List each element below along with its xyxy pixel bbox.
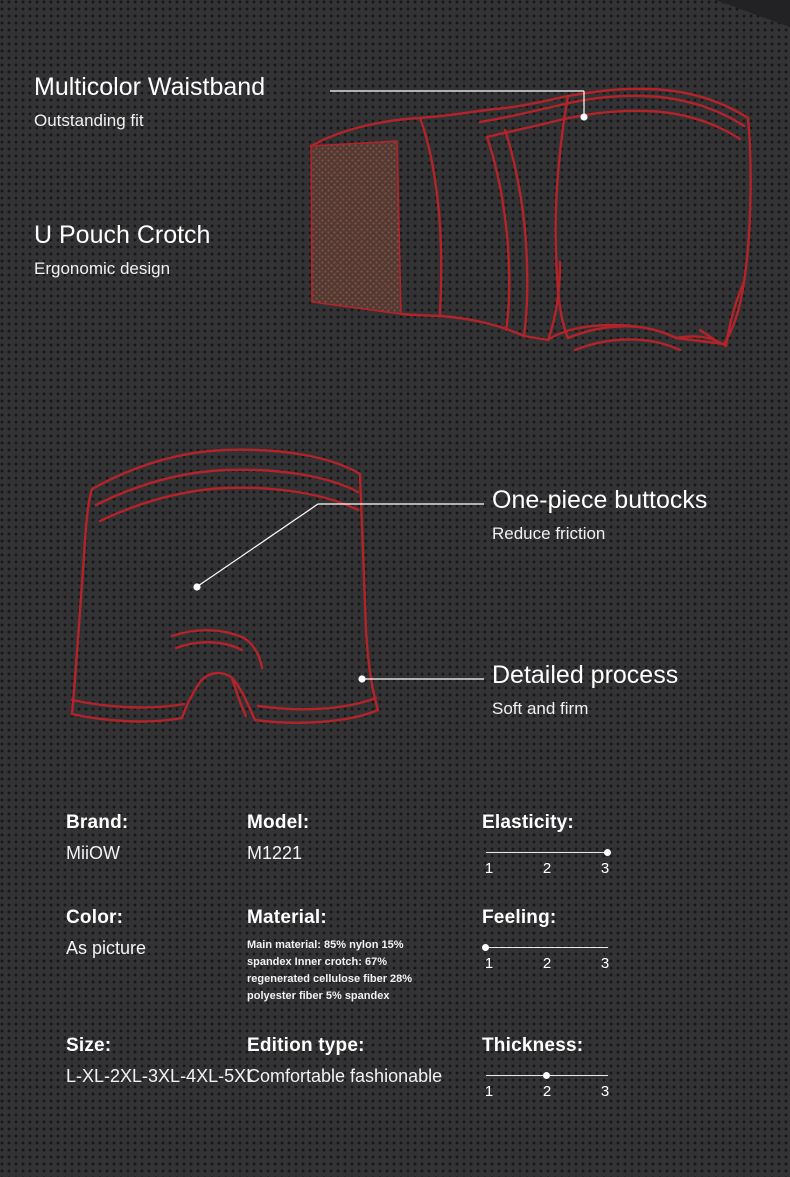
spec-brand-value: MiiOW [66,843,120,863]
spec-size-value: L-XL-2XL-3XL-4XL-5XL [66,1066,257,1087]
spec-brand [0,812,247,877]
spec-color [0,907,247,1005]
spec-brand-label: Brand: [66,812,129,833]
illustration-back-view [72,450,378,723]
spec-table [0,812,790,1130]
callout-process [492,662,678,719]
spec-material-value: Main material: 85% nylon 15% spandex Inner crotch: 67% regenerated cellulose fiber 28% polyester fiber 5% spandex [247,939,413,1003]
spec-edition [247,1035,482,1100]
spec-edition-label: Edition type: [247,1035,365,1057]
scale-tick: 1 [484,955,494,972]
scale-tick: 2 [542,955,552,972]
spec-thickness-label: Thickness: [482,1035,584,1057]
spec-model [247,812,482,877]
spec-material [247,907,482,1005]
scale-bar [486,852,608,853]
spec-color-value: As picture [66,938,147,958]
feeling-scale-ticks [482,955,612,972]
callout-buttocks-subtitle: Reduce friction [492,523,606,543]
callout-leader-lines [193,91,587,683]
scale-tick: 3 [600,1083,610,1101]
thickness-scale-ticks [482,1083,612,1100]
callout-waistband-title: Multicolor Waistband [34,73,266,101]
thickness-scale [482,1071,612,1100]
elasticity-scale-ticks [482,860,612,877]
scale-tick: 1 [484,860,494,877]
callout-crotch-title: U Pouch Crotch [34,221,211,249]
callout-crotch [34,222,210,279]
spec-edition-value: Comfortable fashionable [247,1066,443,1087]
corner-accent-dark [632,0,790,34]
scale-bar [486,947,608,948]
scale-tick: 2 [542,860,552,877]
scale-tick: 1 [484,1083,494,1101]
scale-tick: 2 [542,1083,552,1101]
spec-row [0,1035,790,1100]
spec-row [0,907,790,1005]
elasticity-scale [482,848,612,877]
feeling-scale-marker [482,944,489,951]
spec-thickness [482,1035,790,1100]
spec-elasticity-label: Elasticity: [482,812,574,833]
spec-size [0,1035,257,1100]
feeling-scale [482,943,612,972]
spec-feeling [482,907,790,1005]
callout-buttocks [492,487,707,544]
illustration-front-view [311,89,751,350]
callout-crotch-subtitle: Ergonomic design [34,258,171,278]
feeling-scale-line [482,943,612,953]
spec-model-label: Model: [247,812,310,833]
spec-feeling-label: Feeling: [482,907,557,928]
callout-process-title: Detailed process [492,661,679,689]
spec-elasticity [482,812,790,877]
thickness-scale-line [482,1071,612,1081]
scale-tick: 3 [600,860,610,877]
callout-waistband [34,74,265,131]
callout-waistband-subtitle: Outstanding fit [34,110,144,130]
corner-accent-decoration [630,0,790,34]
elasticity-scale-marker [604,849,611,856]
spec-color-label: Color: [66,907,124,928]
callout-process-subtitle: Soft and firm [492,698,589,718]
callout-buttocks-title: One-piece buttocks [492,486,708,514]
spec-material-label: Material: [247,907,327,928]
spec-size-label: Size: [66,1035,112,1057]
thickness-scale-marker [543,1072,550,1079]
elasticity-scale-line [482,848,612,858]
spec-model-value: M1221 [247,843,303,863]
scale-tick: 3 [600,955,610,972]
spec-row [0,812,790,877]
